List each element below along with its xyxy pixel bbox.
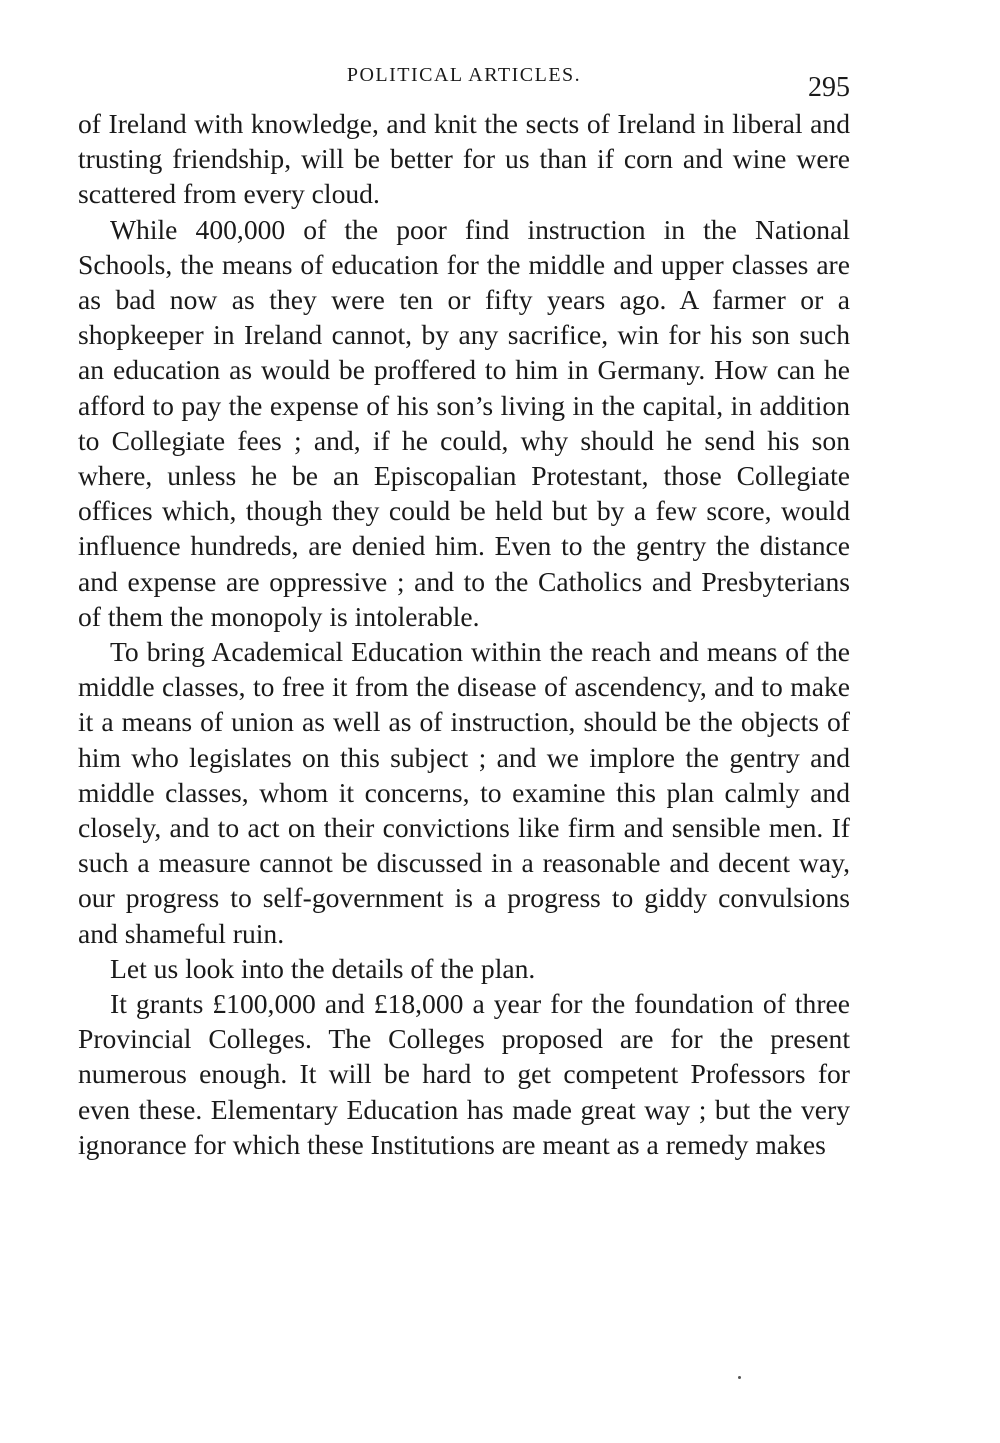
book-page [78, 60, 850, 1162]
paragraph-academical-education: To bring Academical Education within the reach and means of the middle classes, to free it from the disease of ascendency, and to make it a means of union as well as of instruction, should be the objects of him who legislates on this subject ; and we implore the gentry and middle classes, whom it concerns, to examine this plan calmly and closely, and to act on their convictions like firm and sensible men. If such a measure cannot be discussed in a reasonable and decent way, our progress to self-government is a progress to giddy convulsions and shameful ruin. [78, 636, 850, 949]
paragraph-education-middle-classes: While 400,000 of the poor find instruction in the National Schools, the means of education for the middle and upper classes are as bad now as they were ten or fifty years ago. A farmer or a shopkeeper in Ireland cannot, by any sacrifice, win for his son such an education as would be proffered to him in Germany. How can he afford to pay the expense of his son’s living in the capital, in addition to Collegiate fees ; and, if he could, why should he send his son where, unless he be an Episcopalian Protestant, those Collegiate offices which, though they could be held but by a few score, would influence hundreds, are denied him. Even to the gentry the distance and expense are oppressive ; and to the Catholics and Presbyterians of them the monopoly is intolerable. [78, 213, 850, 632]
paragraph-continued: of Ireland with knowledge, and knit the sects of Ireland in liberal and trusting friendship, will be better for us than if corn and wine were scattered from every cloud. [78, 108, 850, 210]
running-head [78, 60, 850, 106]
page-number: 295 [808, 72, 850, 103]
running-title: POLITICAL ARTICLES. [346, 64, 582, 86]
print-speck [738, 1376, 741, 1379]
paragraph-details-of-plan: Let us look into the details of the plan. [110, 952, 536, 984]
body-text [78, 106, 850, 1162]
paragraph-provincial-colleges: It grants £100,000 and £18,000 a year for the foundation of three Provincial Colleges. The Colleges proposed are for the present numerous enough. It will be hard to get competent Professors for even these. Elementary Education has made great way ; but the very ignorance for which these Institutions are meant as a remedy makes [78, 988, 850, 1160]
